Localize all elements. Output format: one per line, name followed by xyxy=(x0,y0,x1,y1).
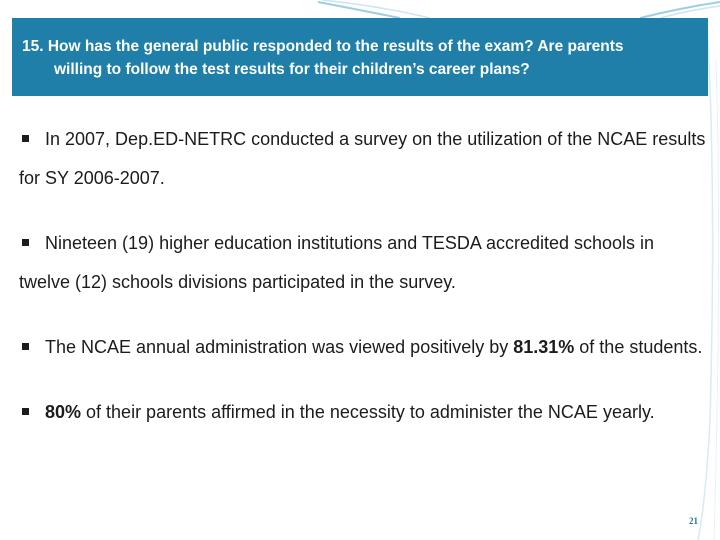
page-number: 21 xyxy=(689,516,698,526)
square-bullet-icon xyxy=(22,135,29,142)
bullet-item-survey xyxy=(19,120,709,198)
bullet-item-parents xyxy=(19,393,709,432)
slide-title-line-1: 15. How has the general public responded to the results of the exam? Are parents xyxy=(22,38,624,55)
bullet-list xyxy=(19,120,709,458)
bullet-item-students xyxy=(19,328,709,367)
bullet-bold-text: 80% xyxy=(45,402,82,422)
slide-title-line-2: willing to follow the test results for their children’s career plans? xyxy=(54,61,530,78)
bullet-text-after: of their parents affirmed in the necessity to administer the NCAE yearly. xyxy=(81,402,655,422)
bullet-bold-text: 81.31% xyxy=(513,337,575,357)
bullet-item-participants xyxy=(19,224,709,302)
square-bullet-icon xyxy=(22,343,29,350)
bullet-text: The NCAE annual administration was viewed positively by xyxy=(45,337,514,357)
bullet-text: Nineteen (19) higher education institutions and TESDA accredited schools in twelve (12) schools divisions participated in the survey. xyxy=(19,233,655,292)
bullet-text-after: of the students. xyxy=(574,337,703,357)
slide-title xyxy=(12,18,708,96)
bullet-text: In 2007, Dep.ED-NETRC conducted a survey on the utilization of the NCAE results for SY 2006-2007. xyxy=(19,129,706,188)
square-bullet-icon xyxy=(22,239,29,246)
square-bullet-icon xyxy=(22,408,29,415)
